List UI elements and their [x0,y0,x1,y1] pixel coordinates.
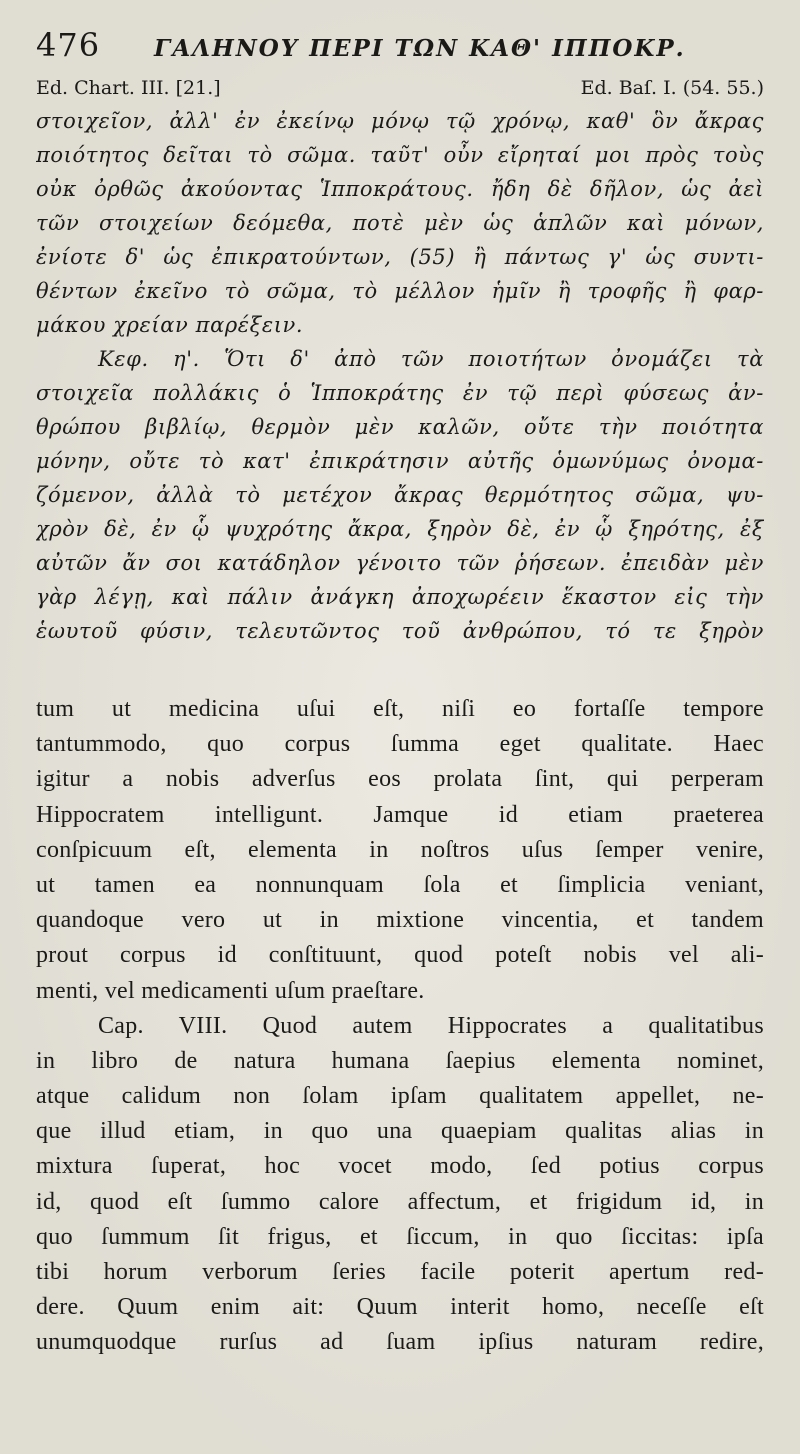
latin-line: tibi horum verborum ſeries facile poterit apertum red- [36,1259,764,1285]
greek-line: χρὸν δὲ, ἐν ᾧ ψυχρότης ἄκρα, ξηρὸν δὲ, ἐν ᾧ ξηρότης, ἐξ [36,517,764,541]
running-title: ΓΑΛΗΝΟΥ ΠΕΡΙ ΤΩΝ ΚΑΘ' ΙΠΠΟΚΡ. [154,35,686,62]
latin-line: atque calidum non ſolam ipſam qualitatem appellet, ne- [36,1083,764,1110]
greek-line: οὐκ ὀρθῶς ἀκούοντας Ἱπποκράτους. ἤδη δὲ δῆλον, ὡς ἀεὶ [36,177,764,201]
edition-right: Ed. Baſ. I. (54. 55.) [580,77,764,99]
latin-line: conſpicuum eſt, elementa in noſtros uſus ſemper venire, [36,836,764,863]
greek-chapter-heading-line: Κεφ. η'. Ὅτι δ' ἀπὸ τῶν ποιοτήτων ὀνομάζει τὰ [98,347,764,371]
latin-line: tantummodo, quo corpus ſumma eget qualitate. Haec [36,731,764,758]
latin-line: menti, vel medicamenti uſum praeſtare. [36,977,425,1004]
greek-line: θρώπου βιβλίῳ, θερμὸν μὲν καλῶν, οὔτε τὴν ποιότητα [36,415,764,439]
greek-line: γὰρ λέγῃ, καὶ πάλιν ἀνάγκη ἀποχωρέειν ἕκαστον εἰς τὴν [36,585,764,609]
greek-line: θέντων ἐκεῖνο τὸ σῶμα, τὸ μέλλον ἡμῖν ἢ τροφῆς ἢ φαρ- [36,279,764,303]
greek-line: στοιχεῖον, ἀλλ' ἐν ἐκείνῳ μόνῳ τῷ χρόνῳ, καθ' ὃν ἄκρας [36,109,764,133]
column-gap [36,648,764,692]
latin-line: mixtura ſuperat, hoc vocet modo, ſed potius corpus [36,1153,764,1180]
edition-references [36,72,764,104]
greek-line: τῶν στοιχείων δεόμεθα, ποτὲ μὲν ὡς ἁπλῶν καὶ μόνων, [36,211,764,235]
latin-line: Hippocratem intelligunt. Jamque id etiam praeterea [36,801,764,828]
greek-line: ζόμενον, ἀλλὰ τὸ μετέχον ἄκρας θερμότητος σῶμα, ψυ- [36,483,764,507]
greek-line: ἑωυτοῦ φύσιν, τελευτῶντος τοῦ ἀνθρώπου, τό τε ξηρὸν [36,619,764,643]
latin-line: in libro de natura humana ſaepius elementa nominet, [36,1047,764,1074]
latin-line: id, quod eſt ſummo calore affectum, et frigidum id, in [36,1188,764,1215]
latin-chapter-heading-line: Cap. VIII. Quod autem Hippocrates a qualitatibus [98,1012,764,1039]
latin-line: quandoque vero ut in mixtione vincentia, et tandem [36,907,764,934]
latin-line: dere. Quum enim ait: Quum interit homo, neceſſe eſt [36,1294,764,1321]
greek-line: μάκου χρείαν παρέξειν. [36,313,304,337]
greek-line: ἐνίοτε δ' ὡς ἐπικρατούντων, (55) ἢ πάντως γ' ὡς συντι- [36,245,764,269]
latin-line: que illud etiam, in quo una quaepiam qualitas alias in [36,1118,764,1145]
latin-line: tum ut medicina uſui eſt, niſi eo fortaſſe tempore [36,696,764,722]
greek-text [36,104,764,648]
greek-line: στοιχεῖα πολλάκις ὁ Ἱπποκράτης ἐν τῷ περὶ φύσεως ἀν- [36,381,764,405]
latin-line: prout corpus id conſtituunt, quod poteſt nobis vel ali- [36,942,764,969]
latin-line: quo ſummum ſit frigus, et ſiccum, in quo ſiccitas: ipſa [36,1223,764,1250]
latin-line: ut tamen ea nonnunquam ſola et ſimplicia veniant, [36,871,764,898]
greek-line: ποιότητος δεῖται τὸ σῶμα. ταῦτ' οὖν εἴρηταί μοι πρὸς τοὺς [36,143,764,167]
latin-line: igitur a nobis adverſus eos prolata ſint, qui perperam [36,766,764,793]
greek-line: αὐτῶν ἄν σοι κατάδηλον γένοιτο τῶν ῥήσεων. ἐπειδὰν μὲν [36,551,764,575]
latin-line: unumquodque rurſus ad ſuam ipſius naturam redire, [36,1329,764,1356]
greek-line: μόνην, οὔτε τὸ κατ' ἐπικράτησιν αὐτῆς ὁμωνύμως ὀνομα- [36,449,764,473]
page-header [36,26,764,72]
latin-text [36,692,764,1361]
edition-left: Ed. Chart. III. [21.] [36,77,221,99]
page-number: 476 [36,26,101,64]
